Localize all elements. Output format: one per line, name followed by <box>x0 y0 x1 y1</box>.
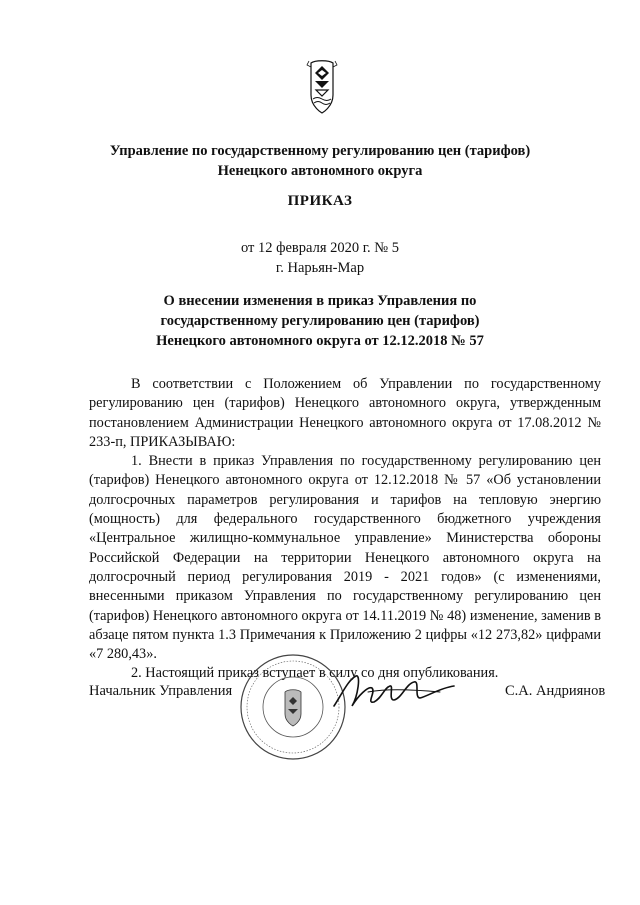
document-subject <box>110 291 530 351</box>
subject-line-1: О внесении изменения в приказ Управления по <box>163 293 477 309</box>
document-body <box>89 375 601 684</box>
item-1-paragraph: 1. Внести в приказ Управления по государственному регулированию цен (тарифов) Ненецкого автономного округа от 12.12.2018 № 57 «Об установлении долгосрочных параметров регулирования и тарифов на тепловую энергию (мощность) для федерального государственного бюджетного учреждения «Центральное жилищно-коммунальное управление» Министерства обороны Российской Федерации на территории Ненецкого автономного округа на долгосрочный период регулирования 2019 - 2021 годов» (с изменениями, внесенными приказом Управления по государственному регулированию цен (тарифов) Ненецкого автономного округа от 14.11.2019 № 48) изменение, заменив в абзаце пятом пункта 1.3 Примечания к Приложению 2 цифры «12 273,82» цифрами «7 280,43». <box>89 453 601 663</box>
organization-name <box>70 141 570 181</box>
document-date-number: от 12 февраля 2020 г. № 5 <box>240 240 400 256</box>
coat-of-arms-icon <box>303 57 341 119</box>
preamble-paragraph: В соответствии с Положением об Управлении по государственному регулированию цен (тарифов) Ненецкого автономного округа, утвержденным постановлением Администрации Ненецкого автономного округа от 17.08.2012 № 233-п, ПРИКАЗЫВАЮ: <box>89 376 601 450</box>
org-line-1: Управление по государственному регулированию цен (тарифов) <box>109 143 531 159</box>
document-place: г. Нарьян-Мар <box>275 260 365 276</box>
subject-line-2: государственному регулированию цен (тарифов) <box>160 313 480 329</box>
signatory-title: Начальник Управления <box>89 683 233 699</box>
handwritten-signature <box>328 666 458 716</box>
document-type-title: ПРИКАЗ <box>287 193 353 209</box>
subject-line-3: Ненецкого автономного округа от 12.12.2018 № 57 <box>156 333 484 349</box>
org-line-2: Ненецкого автономного округа <box>217 163 423 179</box>
item-2-paragraph: 2. Настоящий приказ вступает в силу со дня опубликования. <box>131 665 499 682</box>
signatory-name: С.А. Андриянов <box>505 683 606 699</box>
date-and-place <box>0 238 640 278</box>
